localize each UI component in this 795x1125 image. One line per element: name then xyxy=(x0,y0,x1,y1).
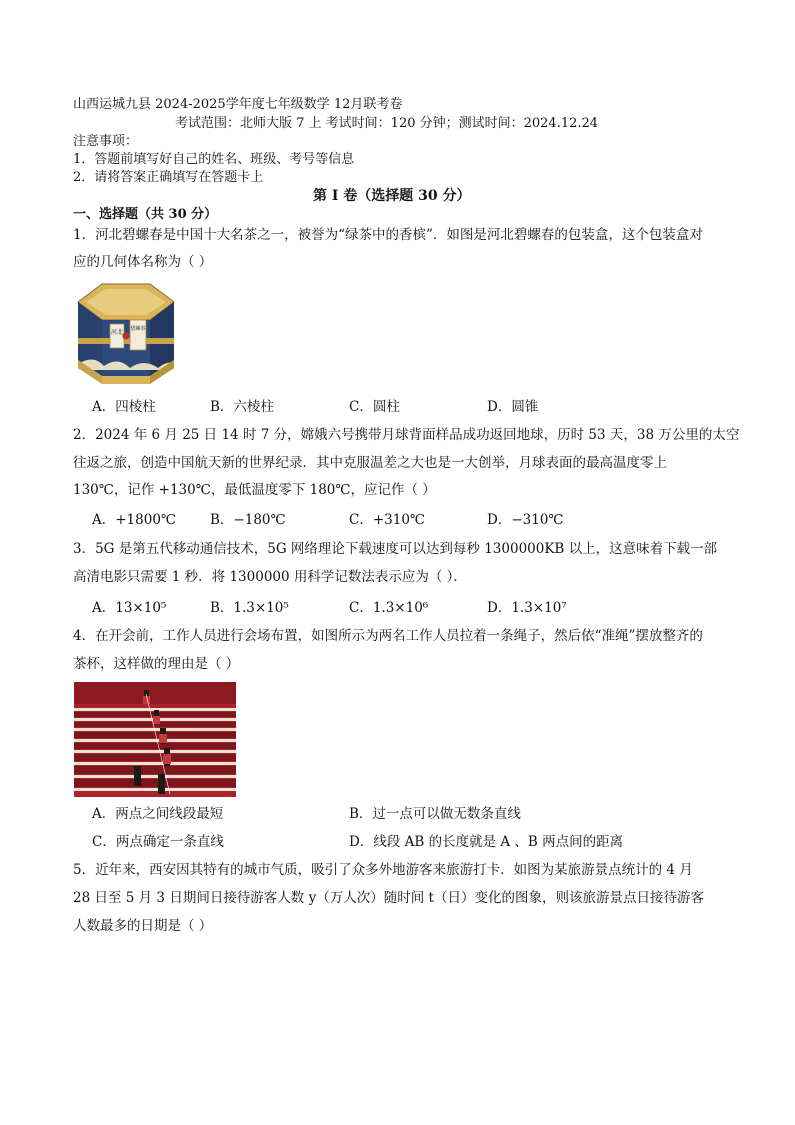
q5-line-1: 5．近年来，西安因其特有的城市气质，吸引了众多外地游客来旅游打卡．如图为某旅游景点统计的 4 月 xyxy=(73,862,693,878)
q1-option-c[interactable]: C．圆柱 xyxy=(349,399,400,415)
q2-line-1: 2．2024 年 6 月 25 日 14 时 7 分，嫦娥六号携带月球背面样品成功返回地球，历时 53 天，38 万公里的太空 xyxy=(73,427,740,443)
tea-box-image xyxy=(74,280,178,388)
part-title: 第 I 卷（选择题 30 分） xyxy=(313,188,471,204)
q1-option-d[interactable]: D．圆锥 xyxy=(487,399,539,415)
q3-option-b[interactable]: B．1.3×10⁵ xyxy=(210,600,289,616)
q3-option-c[interactable]: C．1.3×10⁶ xyxy=(349,600,429,616)
q4-option-b[interactable]: B．过一点可以做无数条直线 xyxy=(349,806,521,822)
q3-option-a[interactable]: A．13×10⁵ xyxy=(92,600,167,616)
q2-line-3: 130℃，记作 +130℃，最低温度零下 180℃，应记作（ ） xyxy=(73,482,436,498)
q2-line-2: 往返之旅，创造中国航天新的世界纪录．其中克服温差之大也是一大创举，月球表面的最高温度零上 xyxy=(73,455,667,471)
q4-line-1: 4．在开会前，工作人员进行会场布置，如图所示为两名工作人员拉着一条绳子，然后依“准绳”摆放整齐的 xyxy=(73,628,703,644)
q3-line-2: 高清电影只需要 1 秒．将 1300000 用科学记数法表示应为（ ）． xyxy=(73,569,467,585)
exam-scope: 考试范围：北师大版 7 上 考试时间：120 分钟；测试时间：2024.12.24 xyxy=(175,116,599,131)
q2-option-b[interactable]: B．−180℃ xyxy=(210,512,286,528)
q2-option-d[interactable]: D．−310℃ xyxy=(487,512,564,528)
box-label-right: 碧螺春 xyxy=(130,326,146,332)
box-label-left: 河北 xyxy=(110,329,124,336)
notes-title: 注意事项： xyxy=(73,134,139,149)
note-2: 2．请将答案正确填写在答题卡上 xyxy=(73,170,264,185)
q4-line-2: 茶杯，这样做的理由是（ ） xyxy=(73,656,240,672)
q1-line-2: 应的几何体名称为（ ） xyxy=(73,254,213,270)
q1-line-1: 1．河北碧螺春是中国十大名茶之一，被誉为“绿茶中的香槟”．如图是河北碧螺春的包装盒，这个包装盒对 xyxy=(73,227,703,243)
exam-title: 山西运城九县 2024-2025学年度七年级数学 12月联考卷 xyxy=(73,97,403,112)
q4-option-a[interactable]: A．两点之间线段最短 xyxy=(92,806,224,822)
q1-option-a[interactable]: A．四棱柱 xyxy=(92,399,156,415)
q1-option-b[interactable]: B．六棱柱 xyxy=(210,399,274,415)
q5-line-2: 28 日至 5 月 3 日期间日接待游客人数 y（万人次）随时间 t（日）变化的图象，则该旅游景点日接待游客 xyxy=(73,890,704,906)
q2-option-c[interactable]: C．+310℃ xyxy=(349,512,426,528)
q5-line-3: 人数最多的日期是（ ） xyxy=(73,918,213,934)
q2-option-a[interactable]: A．+1800℃ xyxy=(92,512,177,528)
meeting-hall-image xyxy=(74,682,236,797)
section-title: 一、选择题（共 30 分） xyxy=(73,207,218,222)
q3-option-d[interactable]: D．1.3×10⁷ xyxy=(487,600,567,616)
q4-option-d[interactable]: D．线段 AB 的长度就是 A 、B 两点间的距离 xyxy=(349,834,624,850)
q4-option-c[interactable]: C．两点确定一条直线 xyxy=(92,834,224,850)
note-1: 1．答题前填写好自己的姓名、班级、考号等信息 xyxy=(73,152,355,167)
q3-line-1: 3．5G 是第五代移动通信技术，5G 网络理论下载速度可以达到每秒 1300000KB 以上，这意味着下载一部 xyxy=(73,541,718,557)
